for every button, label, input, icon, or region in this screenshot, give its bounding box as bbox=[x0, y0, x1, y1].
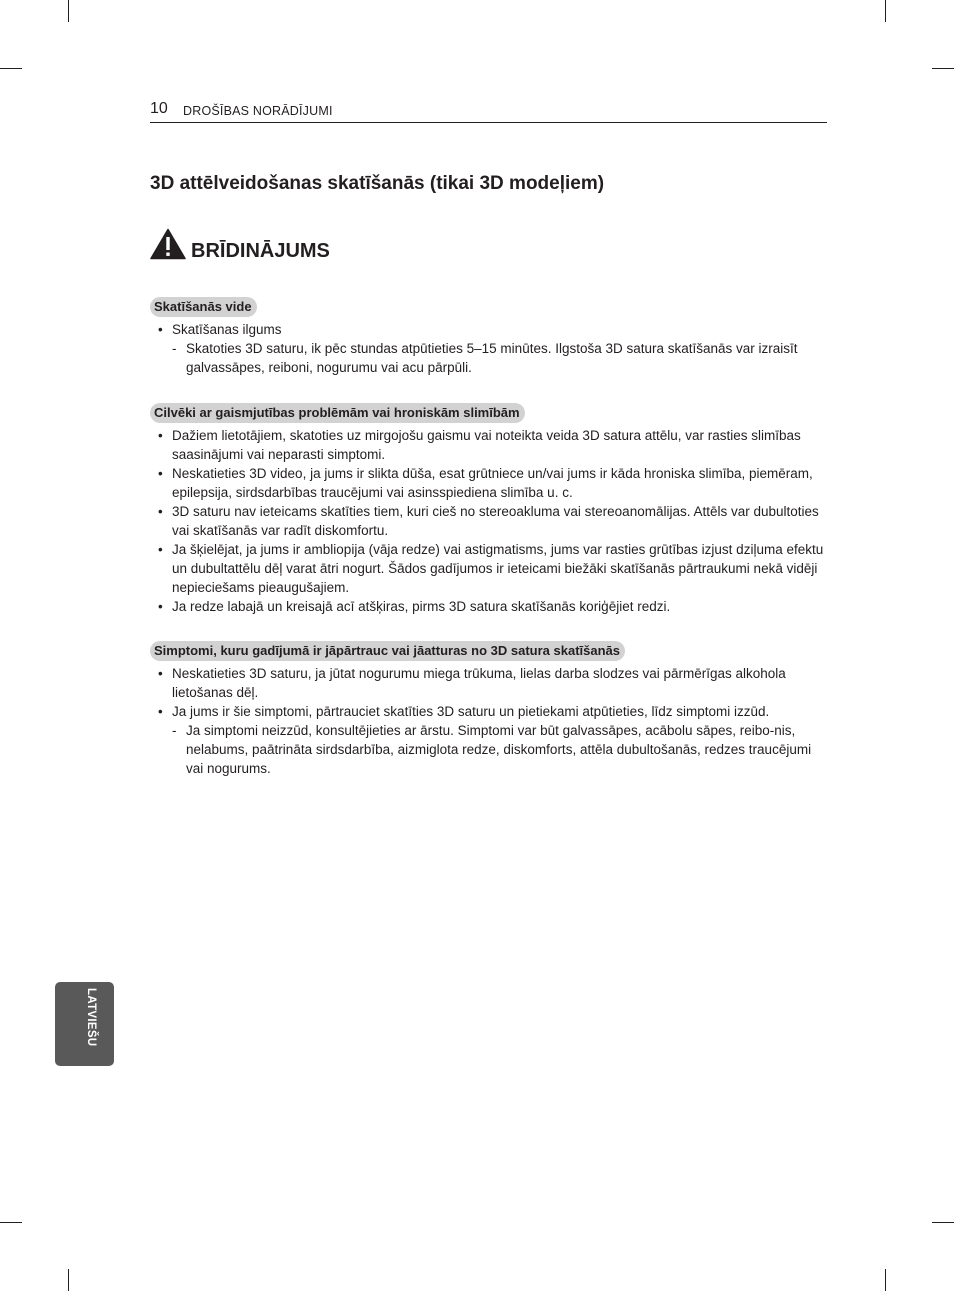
crop-mark bbox=[885, 1269, 886, 1291]
subsection-list bbox=[150, 426, 830, 616]
warning-triangle-icon bbox=[150, 228, 186, 260]
list-item: • 3D saturu nav ieteicams skatīties tiem, kuri cieš no stereoakluma vai stereoanomālijas. Attēls var dubultoties vai skatīšanās var radīt diskomfortu. bbox=[150, 502, 830, 540]
crop-mark bbox=[932, 1222, 954, 1223]
header-section-title: DROŠĪBAS NORĀDĪJUMI bbox=[183, 104, 333, 118]
crop-mark bbox=[932, 68, 954, 69]
subsection-list bbox=[150, 664, 830, 778]
list-item: • Neskatieties 3D video, ja jums ir slikta dūša, esat grūtniece un/vai jums ir kāda hroniska slimība, piemēram, epilepsija, sirdsdarbības traucējumi vai asinsspiediena slimība u. c. bbox=[150, 464, 830, 502]
subsection-heading: Cilvēki ar gaismjutības problēmām vai hroniskām slimībām bbox=[150, 403, 525, 423]
list-item: - Skatoties 3D saturu, ik pēc stundas atpūtieties 5–15 minūtes. Ilgstoša 3D satura skatīšanās var izraisīt galvassāpes, reiboni, nogurumu vai acu pārpūli. bbox=[150, 339, 830, 377]
list-item: • Ja jums ir šie simptomi, pārtrauciet skatīties 3D saturu un pietiekami atpūtieties, līdz simptomi izzūd. bbox=[150, 702, 830, 721]
crop-mark bbox=[0, 1222, 22, 1223]
subsection-heading: Simptomi, kuru gadījumā ir jāpārtrauc vai jāatturas no 3D satura skatīšanās bbox=[150, 641, 625, 661]
list-item: • Ja redze labajā un kreisajā acī atšķiras, pirms 3D satura skatīšanās koriģējiet redzi. bbox=[150, 597, 830, 616]
list-item: - Ja simptomi neizzūd, konsultējieties ar ārstu. Simptomi var būt galvassāpes, acābolu sāpes, reibo-nis, nelabums, paātrināta sirdsdarbība, aizmiglota redze, diskomforts, attēla dubultošanās, redzes traucējumi vai nogurums. bbox=[150, 721, 830, 778]
list-item: • Neskatieties 3D saturu, ja jūtat nogurumu miega trūkuma, lielas darba slodzes vai pārmērīgas alkohola lietošanas dēļ. bbox=[150, 664, 830, 702]
subsection-list bbox=[150, 320, 830, 377]
list-item: • Dažiem lietotājiem, skatoties uz mirgojošu gaismu vai noteikta veida 3D satura attēlu, var rasties slimības saasinājumi vai neparasti simptomi. bbox=[150, 426, 830, 464]
list-item: • Skatīšanas ilgums bbox=[150, 320, 830, 339]
crop-mark bbox=[0, 68, 22, 69]
crop-mark bbox=[68, 1269, 69, 1291]
section-title: 3D attēlveidošanas skatīšanās (tikai 3D modeļiem) bbox=[150, 173, 605, 194]
crop-mark bbox=[68, 0, 69, 22]
page-header bbox=[150, 100, 827, 123]
language-side-tab bbox=[55, 982, 114, 1066]
language-label: LATVIEŠU bbox=[85, 988, 97, 1047]
crop-mark bbox=[885, 0, 886, 22]
subsection-heading: Skatīšanās vide bbox=[150, 297, 257, 317]
list-item: • Ja šķielējat, ja jums ir ambliopija (vāja redze) vai astigmatisms, jums var rasties grūtības izjust dziļuma efektu un dubultattēlu dēļ varat ātri nogurt. Šādos gadījumos ir ieteicami biežāki skatīšanās pārtraukumi nekā vidēji nepieciešams pieaugušajiem. bbox=[150, 540, 830, 597]
page-number: 10 bbox=[150, 100, 168, 117]
warning-title: BRĪDINĀJUMS bbox=[191, 240, 330, 262]
